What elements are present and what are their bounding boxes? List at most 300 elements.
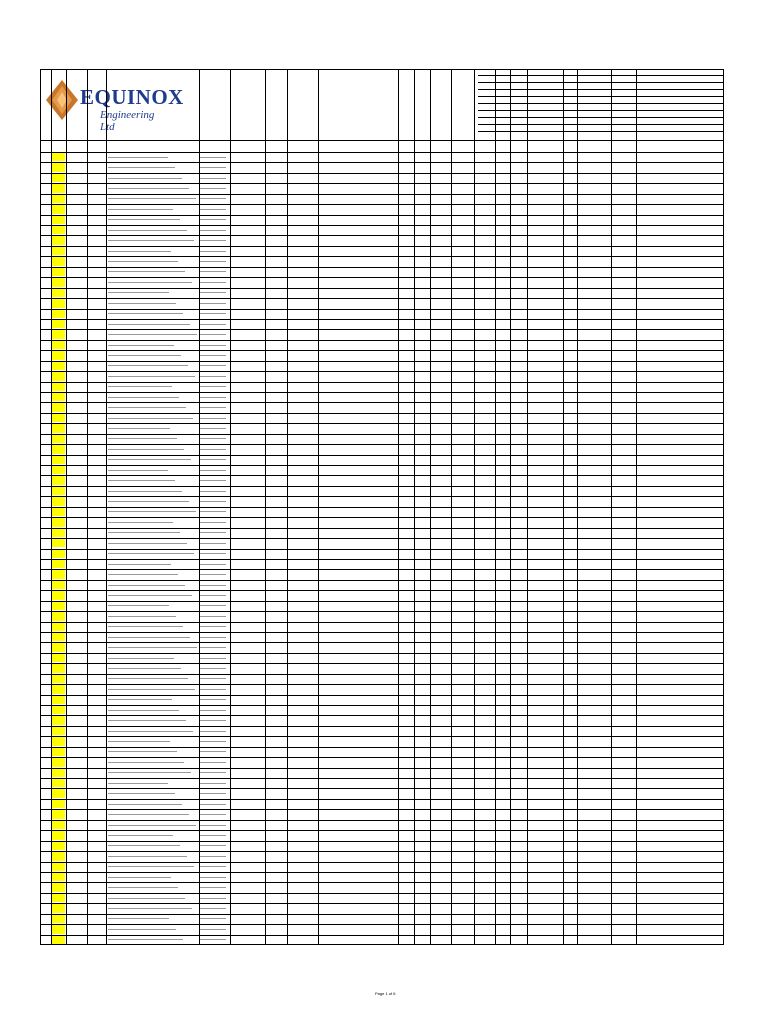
row-text (200, 814, 226, 815)
row-text (200, 898, 226, 899)
highlighted-cell (52, 873, 65, 881)
row-text (200, 804, 226, 805)
row-text (108, 345, 174, 346)
highlighted-cell (52, 779, 65, 787)
row-text (200, 219, 226, 220)
highlighted-cell (52, 883, 65, 891)
highlighted-cell (52, 163, 65, 171)
table-row (40, 611, 724, 612)
table-row (40, 465, 724, 466)
table-row (40, 486, 724, 487)
table-row (40, 788, 724, 789)
highlighted-cell (52, 268, 65, 276)
table-row (40, 256, 724, 257)
row-text (108, 271, 185, 272)
table-row (40, 935, 724, 936)
logo-subtitle: Engineering Ltd (100, 109, 155, 133)
highlighted-cell (52, 153, 65, 161)
table-row (40, 715, 724, 716)
table-row (40, 903, 724, 904)
table-row (40, 162, 724, 163)
row-text (108, 564, 171, 565)
table-row (40, 496, 724, 497)
highlighted-cell (52, 289, 65, 297)
row-text (200, 710, 226, 711)
highlighted-cell (52, 362, 65, 370)
table-row (40, 747, 724, 748)
header-box-line (478, 124, 724, 125)
row-text (108, 825, 196, 826)
header-box-line (478, 75, 724, 76)
table-row (40, 601, 724, 602)
highlighted-cell (52, 466, 65, 474)
row-text (200, 511, 226, 512)
table-row (40, 267, 724, 268)
highlighted-cell (52, 383, 65, 391)
highlighted-cell (52, 236, 65, 244)
highlighted-cell (52, 445, 65, 453)
row-text (108, 313, 183, 314)
highlighted-cell (52, 581, 65, 589)
row-text (200, 908, 226, 909)
highlighted-cell (52, 643, 65, 651)
row-text (200, 856, 226, 857)
table-row (40, 559, 724, 560)
row-text (108, 282, 192, 283)
row-text (200, 751, 226, 752)
row-text (108, 470, 168, 471)
row-text (200, 918, 226, 919)
highlighted-cell (52, 508, 65, 516)
row-text (108, 585, 185, 586)
table-row (40, 413, 724, 414)
highlighted-cell (52, 675, 65, 683)
highlighted-cell (52, 539, 65, 547)
row-text (200, 397, 226, 398)
table-row (40, 173, 724, 174)
row-text (200, 418, 226, 419)
highlighted-cell (52, 330, 65, 338)
row-text (200, 303, 226, 304)
table-row (40, 799, 724, 800)
highlighted-cell (52, 414, 65, 422)
highlighted-cell (52, 863, 65, 871)
row-text (200, 720, 226, 721)
row-text (108, 908, 192, 909)
header-box-line (478, 110, 724, 111)
row-text (108, 856, 187, 857)
row-text (200, 772, 226, 773)
row-text (108, 720, 186, 721)
row-text (108, 303, 176, 304)
row-text (108, 731, 193, 732)
table-row (40, 298, 724, 299)
table-row (40, 882, 724, 883)
row-text (108, 699, 172, 700)
row-text (200, 438, 226, 439)
table-row (40, 392, 724, 393)
row-text (200, 553, 226, 554)
table-row (40, 590, 724, 591)
highlighted-cell (52, 195, 65, 203)
header-box-line (478, 89, 724, 90)
header-box-line (478, 131, 724, 132)
header-divider (40, 140, 724, 141)
row-text (200, 501, 226, 502)
table-row (40, 851, 724, 852)
row-text (200, 334, 226, 335)
highlighted-cell (52, 664, 65, 672)
row-text (108, 804, 182, 805)
row-text (200, 835, 226, 836)
table-row (40, 768, 724, 769)
row-text (200, 188, 226, 189)
table-row (40, 246, 724, 247)
row-text (200, 428, 226, 429)
table-row (40, 632, 724, 633)
row-text (200, 386, 226, 387)
table-row (40, 580, 724, 581)
table-row (40, 830, 724, 831)
row-text (200, 522, 226, 523)
table-row (40, 288, 724, 289)
row-text (200, 491, 226, 492)
header-box-line (478, 103, 724, 104)
highlighted-cell (52, 685, 65, 693)
table-row (40, 674, 724, 675)
row-text (200, 532, 226, 533)
table-row (40, 361, 724, 362)
row-text (200, 449, 226, 450)
row-text (108, 438, 177, 439)
row-text (108, 428, 170, 429)
row-text (108, 459, 191, 460)
row-text (200, 939, 226, 940)
highlighted-cell (52, 247, 65, 255)
row-text (108, 553, 194, 554)
highlighted-cell (52, 915, 65, 923)
table-row (40, 622, 724, 623)
row-text (108, 574, 178, 575)
row-text (200, 616, 226, 617)
highlighted-cell (52, 278, 65, 286)
highlighted-cell (52, 570, 65, 578)
header-box-line (478, 117, 724, 118)
table-row (40, 277, 724, 278)
row-text (108, 835, 173, 836)
highlighted-cell (52, 696, 65, 704)
row-text (108, 793, 175, 794)
table-row (40, 549, 724, 550)
row-text (108, 678, 188, 679)
row-text (108, 230, 187, 231)
row-text (200, 178, 226, 179)
highlighted-cell (52, 216, 65, 224)
table-row (40, 152, 724, 153)
row-text (108, 376, 195, 377)
row-text (200, 313, 226, 314)
row-text (108, 209, 173, 210)
row-text (200, 741, 226, 742)
highlighted-cell (52, 299, 65, 307)
row-text (200, 825, 226, 826)
row-text (200, 574, 226, 575)
row-text (108, 480, 175, 481)
highlighted-cell (52, 706, 65, 714)
highlighted-cell (52, 894, 65, 902)
row-text (108, 532, 180, 533)
table-row (40, 350, 724, 351)
row-text (200, 345, 226, 346)
table-row (40, 382, 724, 383)
table-row (40, 444, 724, 445)
highlighted-cell (52, 852, 65, 860)
highlighted-cell (52, 748, 65, 756)
row-text (108, 658, 174, 659)
highlighted-cell (52, 529, 65, 537)
row-text (108, 355, 181, 356)
highlighted-cell (52, 800, 65, 808)
highlighted-cell (52, 476, 65, 484)
table-row (40, 319, 724, 320)
row-text (108, 188, 189, 189)
row-text (200, 365, 226, 366)
highlighted-cell (52, 758, 65, 766)
row-text (108, 762, 184, 763)
highlighted-cell (52, 602, 65, 610)
row-text (108, 491, 182, 492)
highlighted-cell (52, 226, 65, 234)
row-text (200, 543, 226, 544)
row-text (200, 230, 226, 231)
table-row (40, 695, 724, 696)
row-text (200, 198, 226, 199)
row-text (108, 595, 192, 596)
row-text (200, 762, 226, 763)
row-text (108, 637, 190, 638)
row-text (200, 929, 226, 930)
row-text (108, 939, 183, 940)
row-text (200, 626, 226, 627)
highlighted-cell (52, 904, 65, 912)
row-text (108, 741, 170, 742)
table-row (40, 528, 724, 529)
row-text (108, 898, 185, 899)
table-row (40, 684, 724, 685)
row-text (108, 511, 196, 512)
row-text (200, 470, 226, 471)
row-text (108, 386, 172, 387)
table-row (40, 309, 724, 310)
row-text (108, 365, 188, 366)
highlighted-cell (52, 623, 65, 631)
highlighted-cell (52, 727, 65, 735)
highlighted-cell (52, 174, 65, 182)
table-row (40, 194, 724, 195)
table-row (40, 507, 724, 508)
table-row (40, 663, 724, 664)
row-text (108, 866, 194, 867)
row-text (108, 198, 196, 199)
row-text (108, 814, 189, 815)
row-text (200, 407, 226, 408)
table-row (40, 653, 724, 654)
row-text (200, 647, 226, 648)
row-text (200, 376, 226, 377)
table-row (40, 705, 724, 706)
row-text (200, 689, 226, 690)
highlighted-cell (52, 487, 65, 495)
table-row (40, 569, 724, 570)
highlighted-cell (52, 424, 65, 432)
table-row (40, 642, 724, 643)
table-row (40, 736, 724, 737)
row-text (200, 678, 226, 679)
row-text (200, 167, 226, 168)
row-text (108, 501, 189, 502)
row-text (108, 219, 180, 220)
row-text (200, 658, 226, 659)
highlighted-cell (52, 821, 65, 829)
row-text (108, 418, 193, 419)
header-box-line (478, 96, 724, 97)
highlighted-cell (52, 497, 65, 505)
highlighted-cell (52, 310, 65, 318)
highlighted-cell (52, 842, 65, 850)
row-text (200, 209, 226, 210)
highlighted-cell (52, 435, 65, 443)
row-text (200, 261, 226, 262)
row-text (108, 887, 178, 888)
table-row (40, 475, 724, 476)
row-text (108, 449, 184, 450)
table-row (40, 225, 724, 226)
row-text (108, 522, 173, 523)
row-text (108, 261, 178, 262)
row-text (108, 877, 171, 878)
row-text (200, 459, 226, 460)
highlighted-cell (52, 257, 65, 265)
highlighted-cell (52, 716, 65, 724)
row-text (200, 157, 226, 158)
highlighted-cell (52, 925, 65, 933)
row-text (108, 334, 197, 335)
row-text (108, 397, 179, 398)
row-text (200, 877, 226, 878)
row-text (200, 271, 226, 272)
highlighted-cell (52, 205, 65, 213)
highlighted-cell (52, 456, 65, 464)
row-text (200, 845, 226, 846)
row-text (108, 616, 176, 617)
row-text (200, 605, 226, 606)
table-row (40, 924, 724, 925)
highlighted-cell (52, 351, 65, 359)
row-text (108, 407, 186, 408)
row-text (200, 866, 226, 867)
table-row (40, 329, 724, 330)
row-text (200, 282, 226, 283)
highlighted-cell (52, 320, 65, 328)
highlighted-cell (52, 560, 65, 568)
highlighted-cell (52, 737, 65, 745)
table-row (40, 215, 724, 216)
row-text (108, 668, 181, 669)
highlighted-cell (52, 612, 65, 620)
highlighted-cell (52, 633, 65, 641)
row-text (108, 845, 180, 846)
table-row (40, 893, 724, 894)
header-box-line (478, 82, 724, 83)
row-text (108, 751, 177, 752)
row-text (108, 689, 195, 690)
row-text (108, 178, 182, 179)
row-text (200, 585, 226, 586)
highlighted-cell (52, 810, 65, 818)
table-row (40, 809, 724, 810)
row-text (108, 157, 168, 158)
highlighted-cell (52, 831, 65, 839)
table-row (40, 235, 724, 236)
row-text (108, 929, 176, 930)
page-number: Page 1 of 6 (375, 991, 396, 996)
table-row (40, 183, 724, 184)
highlighted-cell (52, 936, 65, 944)
row-text (200, 240, 226, 241)
highlighted-cell (52, 550, 65, 558)
table-row (40, 340, 724, 341)
row-text (200, 480, 226, 481)
highlighted-cell (52, 184, 65, 192)
highlighted-cell (52, 341, 65, 349)
row-text (108, 167, 175, 168)
table-row (40, 914, 724, 915)
row-text (200, 668, 226, 669)
row-text (108, 710, 179, 711)
table-row (40, 862, 724, 863)
row-text (200, 355, 226, 356)
highlighted-cell (52, 393, 65, 401)
highlighted-cell (52, 591, 65, 599)
row-text (108, 918, 169, 919)
row-text (200, 324, 226, 325)
row-text (200, 251, 226, 252)
highlighted-cell (52, 372, 65, 380)
row-text (108, 292, 169, 293)
table-row (40, 434, 724, 435)
table-row (40, 841, 724, 842)
row-text (108, 251, 171, 252)
table-row (40, 820, 724, 821)
table-row (40, 538, 724, 539)
row-text (200, 731, 226, 732)
table-row (40, 402, 724, 403)
table-row (40, 726, 724, 727)
row-text (200, 292, 226, 293)
row-text (200, 887, 226, 888)
row-text (108, 772, 191, 773)
row-text (200, 783, 226, 784)
table-row (40, 455, 724, 456)
highlighted-cell (52, 769, 65, 777)
row-text (200, 595, 226, 596)
table-row (40, 757, 724, 758)
highlighted-cell (52, 403, 65, 411)
row-text (108, 783, 168, 784)
table-row (40, 872, 724, 873)
table-row (40, 778, 724, 779)
row-text (108, 647, 197, 648)
